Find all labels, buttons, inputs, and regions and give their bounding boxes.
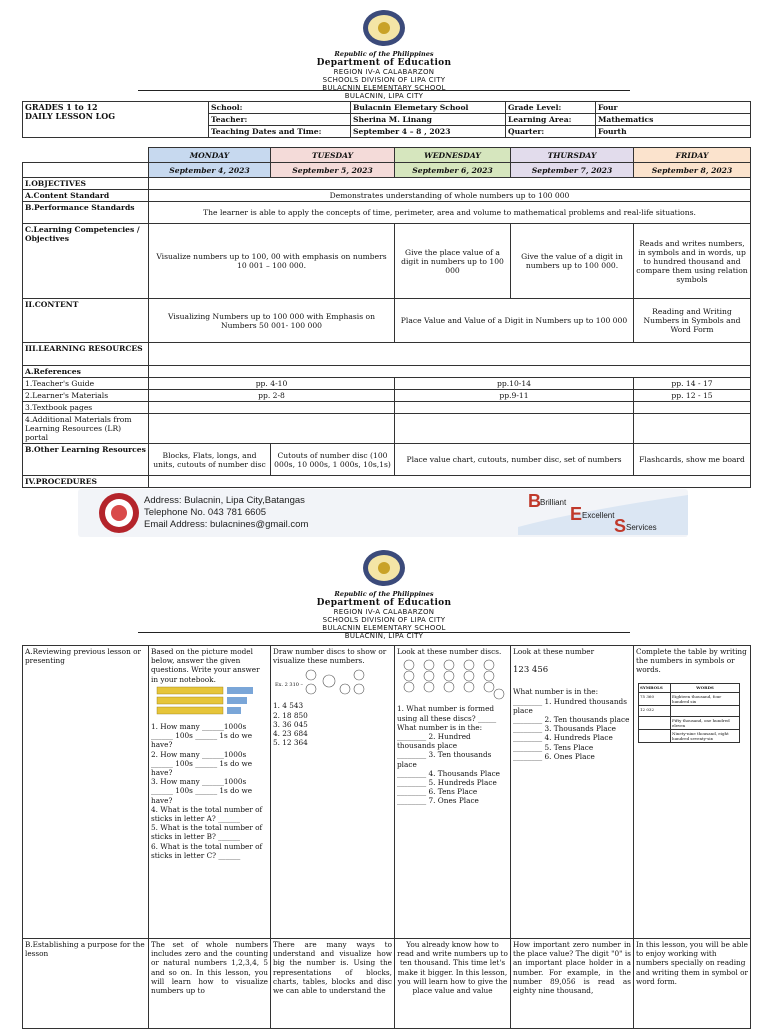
review-tuesday-intro: Draw number discs to show or visualize these numbers. [273, 647, 387, 666]
grade-label: Grade Level: [506, 102, 596, 114]
review-monday-questions: 1. How many ______1000s ______ 100s ______ 1s do we have? 2. How many ______1000s ______ 100s ______ 1s do we have? 3. How many ______1000s ______ 100s ______ 1s do we have? 4. What is the total number of sticks in letter A? ______ 5. What is the total number of sticks in letter B? ______ 6. What is the total number of sticks in letter C? ______ [151, 722, 263, 860]
other-wed-thu: Place value chart, cutouts, number disc, set of numbers [395, 444, 634, 476]
area-label: Learning Area: [506, 114, 596, 126]
performance-standard: The learner is able to apply the concepts of time, perimeter, area and volume to mathematical problems and real-life situations. [149, 202, 751, 224]
header-divider [138, 632, 630, 633]
review-friday-intro: Complete the table by writing the numbers in symbols or words. [636, 647, 747, 675]
date-wednesday: September 6, 2023 [395, 163, 511, 178]
school-value: Bulacnin Elemetary School [351, 102, 506, 114]
review-wednesday-intro: Look at these number discs. [397, 647, 502, 656]
review-thursday-number: 123 456 [513, 665, 549, 676]
other-resources-label: B.Other Learning Resources [23, 444, 149, 476]
teachers-guide-label: 1.Teacher's Guide [23, 378, 149, 390]
teacher-label: Teacher: [209, 114, 351, 126]
performance-standard-label: B.Performance Standards [23, 202, 149, 224]
number-disc-set-icon [397, 658, 509, 700]
letterhead-top [0, 8, 768, 100]
division-line: SCHOOLS DIVISION OF LIPA CITY [322, 76, 446, 84]
other-fri: Flashcards, show me board [634, 444, 751, 476]
school-logo-icon [98, 492, 140, 534]
content-standard: Demonstrates understanding of whole numbers up to 100 000 [149, 190, 751, 202]
footer-banner [78, 489, 688, 537]
competency-fri: Reads and writes numbers, in symbols and in words, up to hundred thousand and compare them using relation symbols [634, 224, 751, 299]
lm-mon-tue: pp. 2-8 [149, 390, 395, 402]
footer-phone: Telephone No. 043 781 6605 [144, 507, 267, 518]
date-monday: September 4, 2023 [149, 163, 271, 178]
purpose-wednesday: You already know how to read and write numbers up to ten thousand. This time let's make it bigger. In this lesson, you will learn how to give the place value and value [395, 939, 511, 1029]
references-label: A.References [23, 366, 149, 378]
lm-wed-thu: pp.9-11 [395, 390, 634, 402]
competency-wed: Give the place value of a digit in numbers up to 100 000 [395, 224, 511, 299]
purpose-monday: The set of whole numbers includes zero and the counting or natural numbers 1,2,3,4, 5 and so on. In this lesson, you will learn how to visualize numbers up to [149, 939, 271, 1029]
content-mon-tue: Visualizing Numbers up to 100 000 with Emphasis on Numbers 50 001- 100 000 [149, 299, 395, 343]
disc-example-label: Ex. 2 310 – [275, 682, 304, 689]
date-tuesday: September 5, 2023 [271, 163, 395, 178]
svg-text:B: B [528, 491, 541, 511]
reviewing-label: A.Reviewing previous lesson or presenting [23, 646, 149, 939]
procedures-heading: IV.PROCEDURES [23, 476, 149, 488]
lm-fri: pp. 12 - 15 [634, 390, 751, 402]
info-table [22, 101, 751, 138]
department-line: Department of Education [316, 58, 452, 68]
footer-address: Address: Bulacnin, Lipa City,Batangas [144, 495, 305, 506]
competency-thu: Give the value of a digit in numbers up to 100 000. [511, 224, 634, 299]
review-monday-intro: Based on the picture model below, answer the given questions. Write your answer in your notebook. [151, 647, 260, 684]
textbook-label: 3.Textbook pages [23, 402, 149, 414]
quarter-value: Fourth [596, 126, 751, 138]
content-standard-label: A.Content Standard [23, 190, 149, 202]
procedures-table [22, 645, 751, 1029]
base-ten-blocks-icon [151, 686, 263, 718]
svg-text:Services: Services [626, 523, 657, 532]
symbols-words-table: SYMBOLS WORDS 75 360 Eighteen thousand, four hundred six 12 032 Fifty thousand, one hundred eleven Ninety-nine thousand, eight hundred seventy-six [638, 683, 740, 743]
tg-mon-tue: pp. 4-10 [149, 378, 395, 390]
review-thursday [511, 646, 634, 939]
resources-label: III.LEARNING RESOURCES [23, 343, 149, 366]
purpose-friday: In this lesson, you will be able to enjoy working with numbers specially on reading and writing them in symbol or word form. [634, 939, 751, 1029]
review-friday [634, 646, 751, 939]
republic-line: Republic of the Philippines [334, 50, 434, 58]
header-divider [138, 90, 630, 91]
tg-fri: pp. 14 - 17 [634, 378, 751, 390]
day-thursday: THURSDAY [511, 148, 634, 163]
svg-text:E: E [570, 504, 583, 524]
quarter-label: Quarter: [506, 126, 596, 138]
date-thursday: September 7, 2023 [511, 163, 634, 178]
other-mon: Blocks, Flats, longs, and units, cutouts of number disc [149, 444, 271, 476]
additional-materials-label: 4.Additional Materials from Learning Resources (LR) portal [23, 414, 149, 444]
purpose-thursday: How important zero number in the place value? The digit "0" is an important place holder in a number. For example, in the number 89,056 is read as eighty nine thousand, [511, 939, 634, 1029]
review-wednesday [395, 646, 511, 939]
region-line: REGION IV-A CALABARZON [333, 68, 435, 76]
log-title: GRADES 1 to 12 DAILY LESSON LOG [23, 102, 209, 138]
area-value: Mathematics [596, 114, 751, 126]
dates-label: Teaching Dates and Time: [209, 126, 351, 138]
purpose-label: B.Establishing a purpose for the lesson [23, 939, 149, 1029]
daily-log-table [22, 147, 751, 488]
review-monday [149, 646, 271, 939]
review-thursday-questions: What number is in the: ________ 1. Hundred thousands place ________ 2. Ten thousands place ________ 3. Thousands Place ________ 4. Hundreds Place ________ 5. Tens Place ________ 6. Ones Place [513, 687, 630, 761]
address-line: BULACNIN, LIPA CITY [344, 92, 424, 100]
content-fri: Reading and Writing Numbers in Symbols and Word Form [634, 299, 751, 343]
footer-email: Email Address: bulacnines@gmail.com [144, 519, 309, 530]
review-wednesday-questions: 1. What number is formed using all these discs? _____ What number is in the: ________ 2. Hundred thousands place ________ 3. Ten thousands place ________ 4. Thousands Place ________ 5. Hundreds Place ________ 6. Tens Place ________ 7. Ones Place [397, 704, 500, 806]
content-wed-thu: Place Value and Value of a Digit in Numbers up to 100 000 [395, 299, 634, 343]
review-tuesday-list: 1. 4 543 2. 18 850 3. 36 045 4. 23 684 5. 12 364 [273, 701, 308, 748]
competency-mon-tue: Visualize numbers up to 100, 00 with emphasis on numbers 10 001 – 100 000. [149, 224, 395, 299]
other-tue: Cutouts of number disc (100 000s, 10 000s, 1 000s, 10s,1s) [271, 444, 395, 476]
svg-text:Brilliant: Brilliant [540, 498, 567, 507]
review-tuesday [271, 646, 395, 939]
bes-logo-icon [518, 491, 688, 535]
learners-materials-label: 2.Learner's Materials [23, 390, 149, 402]
review-thursday-intro: Look at these number [513, 647, 595, 656]
content-label: II.CONTENT [23, 299, 149, 343]
day-friday: FRIDAY [634, 148, 751, 163]
day-tuesday: TUESDAY [271, 148, 395, 163]
svg-text:Excellent: Excellent [582, 511, 615, 520]
day-wednesday: WEDNESDAY [395, 148, 511, 163]
school-label: School: [209, 102, 351, 114]
competencies-label: C.Learning Competencies / Objectives [23, 224, 149, 299]
objectives-heading: I.OBJECTIVES [23, 178, 149, 190]
svg-text:S: S [614, 516, 627, 535]
date-friday: September 8, 2023 [634, 163, 751, 178]
dates-value: September 4 – 8 , 2023 [351, 126, 506, 138]
deped-seal-icon [361, 8, 407, 48]
school-line: BULACNIN ELEMENTARY SCHOOL [322, 84, 446, 92]
tg-wed-thu: pp.10-14 [395, 378, 634, 390]
letterhead-page2: Republic of the Philippines Department of Education REGION IV-A CALABARZON SCHOOLS DIVISION OF LIPA CITY BULACNIN ELEMENTARY SCHOOL BULACNIN, LIPA CITY [0, 548, 768, 640]
deped-seal-icon [361, 548, 407, 588]
grade-value: Four [596, 102, 751, 114]
teacher-value: Sherina M. Linang [351, 114, 506, 126]
number-disc-icon [299, 667, 383, 699]
purpose-tuesday: There are many ways to understand and visualize how big the number is. Using the representations of blocks, charts, tables, blocks and disc we can able to understand the [271, 939, 395, 1029]
day-monday: MONDAY [149, 148, 271, 163]
